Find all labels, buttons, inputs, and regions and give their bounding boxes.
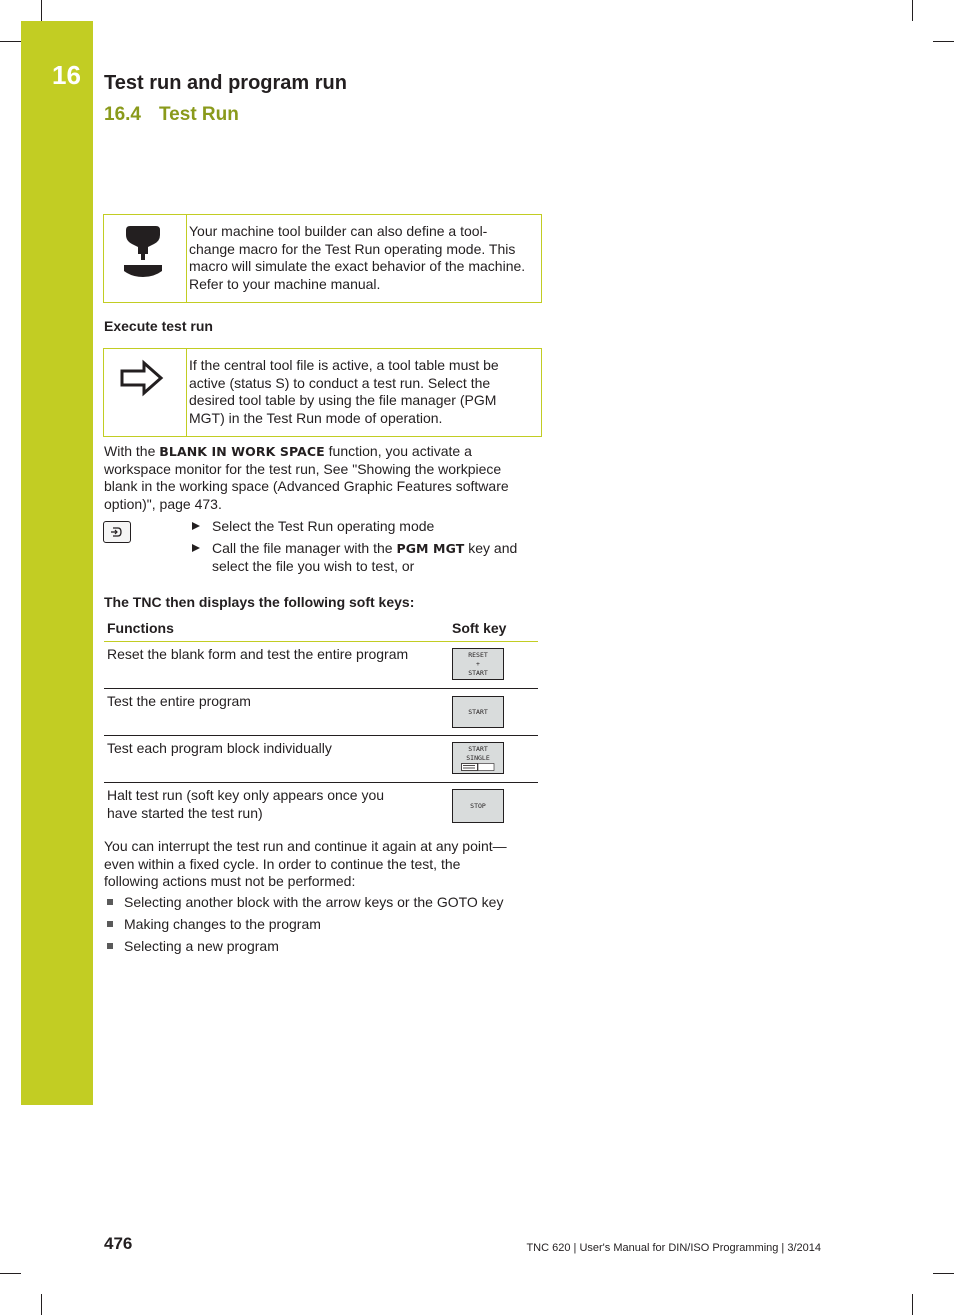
step2-pre: Call the file manager with the — [212, 540, 397, 556]
softkey-label: START — [468, 707, 488, 716]
arrow-right-icon — [104, 349, 186, 438]
crop-mark — [0, 1273, 21, 1274]
step2-post: key and select the file you wish to test, or — [212, 540, 518, 574]
softkey-label: STOP — [470, 801, 486, 810]
reset-start-softkey[interactable] — [452, 648, 504, 680]
list-item — [104, 938, 544, 956]
function-cell: Reset the blank form and test the entire program — [104, 642, 449, 689]
softkey-label: START — [468, 745, 488, 753]
softkey-label: START — [468, 668, 488, 677]
bullet-icon — [107, 921, 113, 927]
crop-mark — [41, 1294, 42, 1315]
step-arrow-icon — [192, 522, 200, 530]
crop-mark — [0, 41, 21, 42]
softkey-cell — [449, 689, 538, 736]
stop-softkey[interactable] — [452, 789, 504, 823]
crop-mark — [912, 1294, 913, 1315]
softkey-label: SINGLE — [466, 754, 490, 762]
page-number: 476 — [104, 1234, 133, 1253]
softkey-cell — [449, 736, 538, 783]
crop-mark — [912, 0, 913, 21]
softkey-label: RESET — [468, 650, 488, 659]
pgm-mgt-key: PGM MGT — [396, 541, 465, 556]
step-call-file-manager — [192, 540, 542, 575]
note-icon-cell — [104, 215, 187, 302]
soft-key-table — [104, 618, 538, 827]
chapter-title: Test run and program run — [104, 72, 347, 94]
crop-mark — [933, 41, 954, 42]
footer-text: TNC 620 | User's Manual for DIN/ISO Programming | 3/2014 — [526, 1242, 821, 1254]
test-run-mode-key-icon — [103, 521, 131, 543]
col-functions: Functions — [104, 618, 449, 642]
softkey-cell — [449, 642, 538, 689]
para1-post: function, you activate a workspace monitor for the test run, See "Showing the workpiece blank in the working space (Advanced Graphic Features software option)", page 473. — [104, 443, 509, 512]
table-row — [104, 689, 538, 736]
bullet-text: Making changes to the program — [124, 916, 321, 932]
section-name: Test Run — [158, 104, 239, 125]
table-header-row — [104, 618, 538, 642]
bullet-icon — [107, 943, 113, 949]
bullet-text: Selecting a new program — [124, 938, 279, 954]
machine-note-text: Your machine tool builder can also define a tool-change macro for the Test Run operating mode. This macro will simulate the exact behavior of the machine. Refer to your machine manual. — [189, 223, 526, 292]
function-cell: Test the entire program — [104, 689, 449, 736]
function-cell: Test each program block individually — [104, 736, 449, 783]
single-block-icon — [461, 763, 495, 771]
step-arrow-icon — [192, 544, 200, 552]
step-select-mode — [192, 518, 542, 536]
crop-mark — [41, 0, 42, 21]
para1-pre: With the — [104, 443, 160, 459]
paragraph-blank-in-work-space — [104, 443, 536, 513]
tool-table-note-box — [103, 348, 542, 437]
chapter-number: 16 — [52, 60, 81, 90]
crop-mark — [933, 1273, 954, 1274]
softkey-cell — [449, 783, 538, 828]
machine-note-box — [103, 214, 542, 303]
chapter-sidebar — [21, 21, 93, 1105]
col-soft-key: Soft key — [449, 618, 538, 642]
softkey-label: + — [476, 659, 480, 668]
table-row — [104, 783, 538, 828]
list-item — [104, 916, 544, 934]
step-text: Select the Test Run operating mode — [212, 518, 435, 534]
table-row — [104, 642, 538, 689]
start-single-softkey[interactable] — [452, 742, 504, 774]
blank-in-work-space-key: BLANK IN WORK SPACE — [159, 444, 325, 459]
table-row — [104, 736, 538, 783]
machine-builder-icon — [104, 215, 186, 304]
section-title — [104, 104, 239, 126]
list-item — [104, 894, 544, 912]
tool-table-note-text: If the central tool file is active, a tool table must be active (status S) to conduct a test run. Select the desired tool table by using the file manager (PGM MGT) in the Test Run mode of operation. — [189, 357, 499, 426]
heading-soft-keys: The TNC then displays the following soft keys: — [104, 594, 415, 610]
heading-execute-test-run: Execute test run — [104, 318, 213, 334]
section-number: 16.4 — [104, 104, 141, 125]
bullet-text: Selecting another block with the arrow keys or the GOTO key — [124, 894, 504, 910]
step-text — [212, 540, 542, 575]
bullet-icon — [107, 899, 113, 905]
paragraph-interrupt: You can interrupt the test run and continue it again at any point—even within a fixed cycle. In order to continue the test, the following actions must not be performed: — [104, 838, 507, 889]
note-icon-cell — [104, 349, 187, 436]
start-softkey[interactable] — [452, 696, 504, 728]
function-cell: Halt test run (soft key only appears once you have started the test run) — [107, 787, 385, 821]
